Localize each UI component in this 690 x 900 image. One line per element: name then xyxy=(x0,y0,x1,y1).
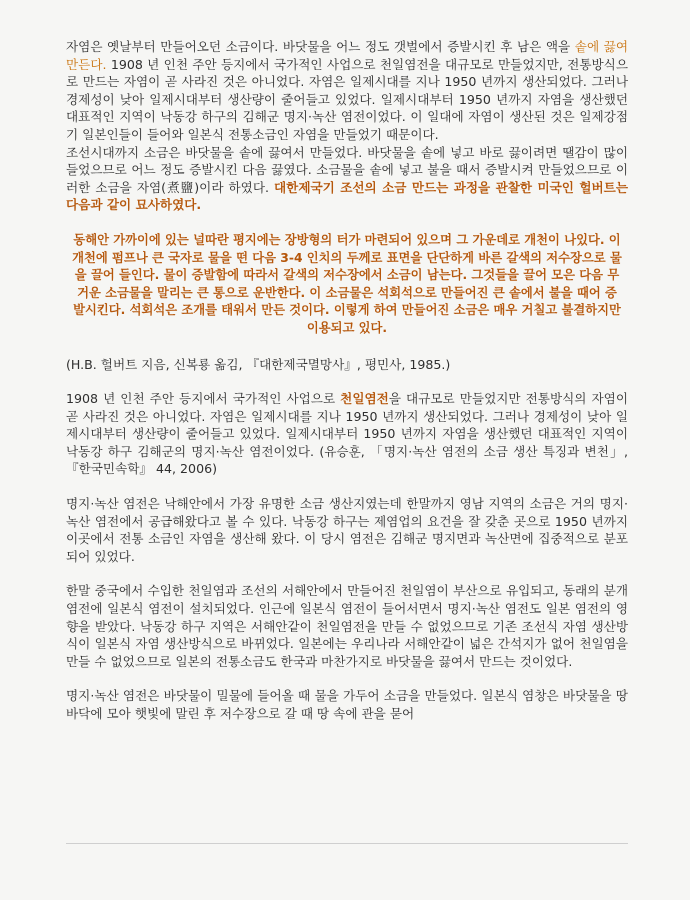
paragraph-hanmal: 한말 중국에서 수입한 천일염과 조선의 서해안에서 만들어진 천일염이 부산으로 유입되고, 동래의 분개염전에 일본식 염전이 설치되었다. 인근에 일본식 염전이 들어서면서 명지·녹산 염전도 일본 염전의 영향을 받았다. 낙동강 하구 지역은 서해안같이 천일염전을 만들 수 없었으므로 기존 조선식 자염 생산방식이 일본식 자염 생산방식으로 바뀌었다. 일본에는 우리나라 서해안같이 넓은 간석지가 없어 천일염을 만들 수 없었으므로 일본의 전통소금도 한국과 마찬가지로 바닷물을 끓여서 만드는 것이었다. xyxy=(66,583,628,669)
citation: (H.B. 헐버트 지음, 신복룡 옮김, 『대한제국멸망사』, 평민사, 1985.) xyxy=(66,356,451,372)
intro-text-1: 자염은 옛날부터 만들어오던 소금이다. 바닷물을 어느 정도 갯벌에서 증발시킨 후 남은 액을 xyxy=(66,39,575,54)
paragraph-saltpan: 명지·녹산 염전은 바닷물이 밀물에 들어올 때 물을 가두어 소금을 만들었다. 일본식 염창은 바닷물을 땅바닥에 모아 햇빛에 말린 후 저수장으로 갈 때 땅 속에 관을 묻어 xyxy=(66,688,628,721)
bottom-rule xyxy=(66,843,628,844)
p1908-text-2: 을 대규모로 만들었지만 전통방식의 자염이 곧 사라진 것은 아니었다. 자염은 일제시대를 지나 1950 년까지 생산되었다. 그러나 경제성이 낮아 일제시대부터 생산량이 줄어들고 있었다. 일제시대부터 1950 년까지 자염을 생산했던 대표적인 지역이 낙동강 하구 김해군의 명지·녹산 염전이었다. (유승훈, 「명지·녹산 염전의 소금 생산 특징과 변천」, 『한국민속학』 44, 2006) xyxy=(66,391,628,477)
intro-highlight: 솥에 끓여 만든다. xyxy=(66,39,628,72)
paragraph-myeongji: 명지·녹산 염전은 낙해안에서 가장 유명한 소금 생산지였는데 한말까지 영남 지역의 소금은 거의 명지·녹산 염전에서 공급해왔다고 볼 수 있다. 낙동강 하구는 제염업의 요건을 잘 갖춘 곳으로 1950 년까지 이곳에서 전통 소금인 자염을 생산해 왔다. 이 당시 염전은 김해군 명지면과 녹산면에 집중적으로 분포되어 있었다. xyxy=(66,496,628,564)
joseon-highlight: 대한제국기 조선의 소금 만드는 과정을 관찰한 미국인 헐버트는 다음과 같이 묘사하였다. xyxy=(66,179,628,213)
paragraph-1908 xyxy=(66,390,628,478)
intro-text-2: 1908 년 인천 주안 등지에서 국가적인 사업으로 천일염전을 대규모로 만들었지만, 전통방식으로 만드는 자염이 곧 사라진 것은 아니었다. 자염은 일제시대를 지나 1950 년까지 생산되었다. 그러나 경제성이 낮아 일제시대부터 생산량이 줄어들고 있었다. 일제시대부터 1950 년까지 자염을 생산했던 대표적인 지역이 낙동강 하구의 김해군 명지·녹산 염전이었다. 이 일대에 자염이 생산된 것은 일제강점기 일본인들이 들어와 일본식 전통소금인 자염을 만들었기 때문이다. xyxy=(66,56,628,142)
p1908-text-1: 1908 년 인천 주안 등지에서 국가적인 사업으로 xyxy=(66,391,341,407)
p1908-highlight: 천일염전 xyxy=(340,391,389,407)
joseon-text: 조선시대까지 소금은 바닷물을 솥에 끓여서 만들었다. 바닷물을 솥에 넣고 바로 끓이려면 땔감이 많이 들었으므로 어느 정도 증발시킨 다음 끓였다. 소금물을 솥에 넣고 불을 때서 증발시켜 만들었으므로 이러한 소금을 자염(煮鹽)이라 하였다. xyxy=(66,144,628,195)
hulbert-quote: 동해안 가까이에 있는 널따란 평지에는 장방형의 터가 마련되어 있으며 그 가운데로 개천이 나있다. 이 개천에 펌프나 큰 국자로 물을 떤 다음 3-4 인치의 두께로 표면을 단단하게 바른 갈색의 저수장으로 물을 끌어 들인다. 물이 증발함에 따라서 갈색의 저수장에서 소금이 남는다. 그것들을 끌어 모은 다음 무거운 소금물을 말리는 큰 통으로 운반한다. 이 소금물은 석회석으로 만들어진 큰 솥에서 불을 때어 증발시킨다. 석회석은 조개를 태워서 만든 것이다. 이렇게 하여 만들어진 소금은 매우 거칠고 불결하지만 이용되고 있다. xyxy=(72,232,622,335)
paragraph-joseon xyxy=(66,144,628,214)
paragraph-intro xyxy=(66,38,628,144)
